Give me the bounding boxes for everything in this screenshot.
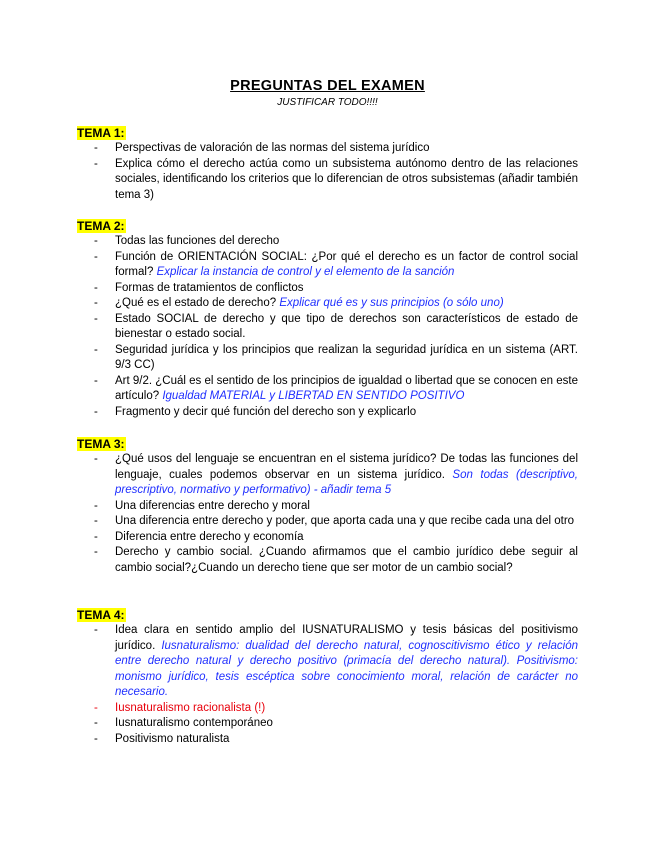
item-note: Explicar la instancia de control y el elemento de la sanción — [156, 266, 455, 278]
list-item: - Idea clara en sentido amplio del IUSNATURALISMO y tesis básicas del positivismo jurídico. Iusnaturalismo: dualidad del derecho natural, cognoscitivismo ético y relación entre derecho natural y derecho positivo (primacía del derecho natural). Positivismo: monismo jurídico, tesis escéptica sobre conocimiento moral, relación de carácter no necesario. — [94, 624, 578, 698]
item-note: Igualdad MATERIAL y LIBERTAD EN SENTIDO POSITIVO — [162, 390, 465, 402]
list-item: - Formas de tratamientos de conflictos — [94, 281, 304, 294]
section-heading-tema-1: TEMA 1: — [77, 126, 125, 140]
list-item: - Derecho y cambio social. ¿Cuando afirmamos que el cambio jurídico debe seguir al cambio social?¿Cuando un derecho tiene que ser motor de un cambio social? — [94, 546, 578, 574]
list-item: - Función de ORIENTACIÓN SOCIAL: ¿Por qué el derecho es un factor de control social formal? Explicar la instancia de control y el elemento de la sanción — [94, 250, 578, 278]
list-item: - Explica cómo el derecho actúa como un subsistema autónomo dentro de las relaciones sociales, identificando los criterios que lo diferencian de otros subsistemas (añadir también tema 3) — [94, 157, 578, 201]
list-item: - Seguridad jurídica y los principios que realizan la seguridad jurídica en un sistema (ART. 9/3 CC) — [94, 343, 578, 371]
list-item: - Una diferencias entre derecho y moral — [94, 499, 310, 512]
item-note: Son todas (descriptivo, prescriptivo, normativo y performativo) - añadir tema 5 — [115, 468, 578, 496]
list-item: - Positivismo naturalista — [94, 732, 230, 745]
list-item: - Iusnaturalismo contemporáneo — [94, 717, 273, 729]
list-item: - Estado SOCIAL de derecho y que tipo de derechos son característicos de estado de bienestar o estado social. — [94, 312, 578, 340]
list-item: - Iusnaturalismo racionalista (!) — [94, 701, 266, 714]
list-item: - Diferencia entre derecho y economía — [94, 530, 304, 543]
section-list-tema-4 — [0, 623, 655, 747]
item-note: Iusnaturalismo: dualidad del derecho natural, cognoscitivismo ético y relación entre derecho natural y derecho positivo (primacía del derecho natural). Positivismo: monismo jurídico, tesis escéptica sobre conocimiento moral, relación de carácter no necesario. — [115, 639, 578, 698]
list-item: - Perspectivas de valoración de las normas del sistema jurídico — [94, 142, 430, 154]
page-title: PREGUNTAS DEL EXAMEN — [230, 78, 425, 94]
section-list-tema-1 — [0, 141, 655, 203]
item-note: Explicar qué es y sus principios (o sólo uno) — [279, 297, 504, 309]
list-item: - Art 9/2. ¿Cuál es el sentido de los principios de igualdad o libertad que se conocen en este artículo? Igualdad MATERIAL y LIBERTAD EN SENTIDO POSITIVO — [94, 374, 578, 402]
list-item: - Una diferencia entre derecho y poder, que aporta cada una y que recibe cada una del otro — [94, 515, 575, 527]
section-heading-tema-4: TEMA 4: — [77, 608, 125, 622]
section-list-tema-2 — [0, 234, 655, 420]
list-item: - ¿Qué usos del lenguaje se encuentran en el sistema jurídico? De todas las funciones del lenguaje, cuales podemos observar en un sistema jurídico. Son todas (descriptivo, prescriptivo, normativo y performativo) - añadir tema 5 — [94, 453, 578, 496]
list-item: - ¿Qué es el estado de derecho? Explicar qué es y sus principios (o sólo uno) — [94, 297, 504, 309]
section-list-tema-3 — [0, 452, 655, 576]
section-heading-tema-3: TEMA 3: — [77, 437, 125, 451]
page-subtitle: JUSTIFICAR TODO!!!! — [277, 97, 378, 108]
list-item: - Todas las funciones del derecho — [94, 235, 280, 247]
section-heading-tema-2: TEMA 2: — [77, 219, 125, 233]
list-item: - Fragmento y decir qué función del derecho son y explicarlo — [94, 405, 417, 418]
